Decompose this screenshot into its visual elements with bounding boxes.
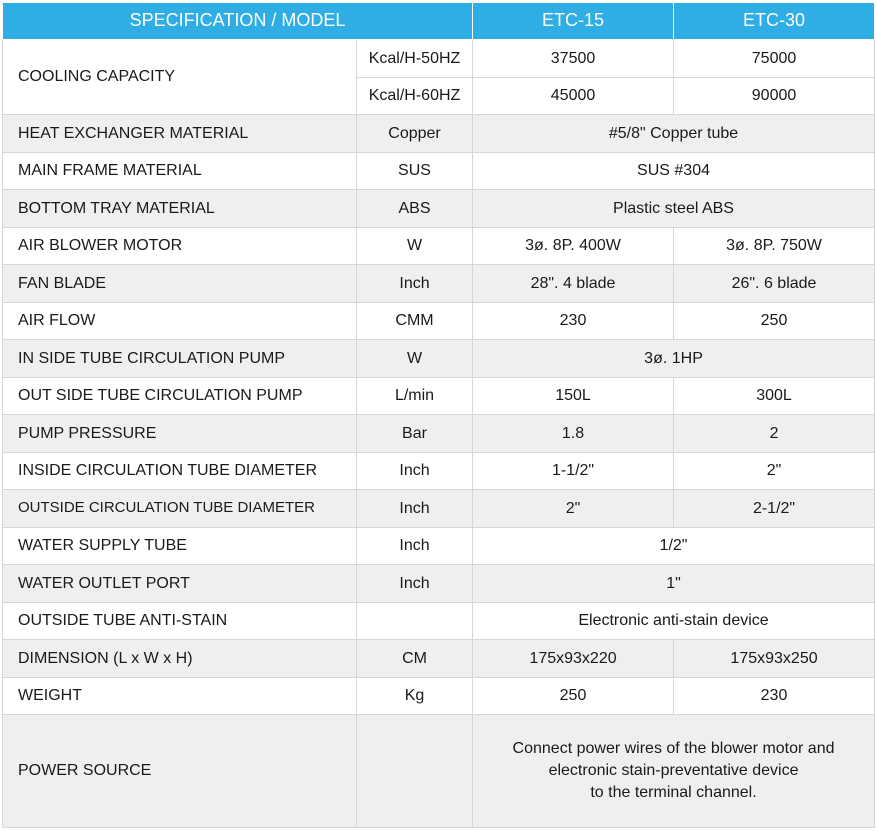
row-label-cooling-capacity: COOLING CAPACITY <box>3 40 357 115</box>
table-row <box>3 490 875 528</box>
table-row <box>3 602 875 640</box>
row-value-shared: 1/2" <box>473 527 875 565</box>
row-value-shared: Electronic anti-stain device <box>473 602 875 640</box>
row-unit: Kg <box>357 677 473 715</box>
table-row <box>3 152 875 190</box>
row-value-a: 230 <box>473 302 674 340</box>
spec-table <box>2 2 875 828</box>
row-value-a: 150L <box>473 377 674 415</box>
table-row <box>3 190 875 228</box>
row-value-a: 2" <box>473 490 674 528</box>
table-row <box>3 265 875 303</box>
row-label: MAIN FRAME MATERIAL <box>3 152 357 190</box>
row-value-a: 45000 <box>473 77 674 115</box>
row-value-a: 1-1/2" <box>473 452 674 490</box>
row-value-a: 175x93x220 <box>473 640 674 678</box>
row-unit <box>357 602 473 640</box>
power-note-line: electronic stain-preventative device <box>548 762 799 779</box>
row-label: HEAT EXCHANGER MATERIAL <box>3 115 357 153</box>
row-unit: CMM <box>357 302 473 340</box>
table-row <box>3 677 875 715</box>
row-value-a: 37500 <box>473 40 674 78</box>
row-unit: CM <box>357 640 473 678</box>
row-value-b: 2-1/2" <box>674 490 875 528</box>
row-unit: Kcal/H-60HZ <box>357 77 473 115</box>
row-label: WATER SUPPLY TUBE <box>3 527 357 565</box>
row-unit: Inch <box>357 490 473 528</box>
row-unit: W <box>357 340 473 378</box>
row-value-shared: SUS #304 <box>473 152 875 190</box>
row-unit: Copper <box>357 115 473 153</box>
row-label: BOTTOM TRAY MATERIAL <box>3 190 357 228</box>
row-value-shared: 3ø. 1HP <box>473 340 875 378</box>
table-row <box>3 340 875 378</box>
row-value-shared: 1" <box>473 565 875 603</box>
header-model-b: ETC-30 <box>674 3 875 40</box>
row-value-shared: #5/8" Copper tube <box>473 115 875 153</box>
row-label: INSIDE CIRCULATION TUBE DIAMETER <box>3 452 357 490</box>
header-spec-model: SPECIFICATION / MODEL <box>3 3 473 40</box>
row-unit: Inch <box>357 565 473 603</box>
row-unit: Kcal/H-50HZ <box>357 40 473 78</box>
power-note-line: Connect power wires of the blower motor and <box>512 740 835 757</box>
row-label: WATER OUTLET PORT <box>3 565 357 603</box>
row-value-b: 230 <box>674 677 875 715</box>
row-unit <box>357 715 473 828</box>
header-row <box>3 3 875 40</box>
row-value-a: 250 <box>473 677 674 715</box>
row-label: OUTSIDE CIRCULATION TUBE DIAMETER <box>3 490 357 528</box>
table-row <box>3 227 875 265</box>
row-unit: ABS <box>357 190 473 228</box>
row-value-shared: Plastic steel ABS <box>473 190 875 228</box>
row-unit: Inch <box>357 527 473 565</box>
table-row <box>3 40 875 78</box>
row-unit: Bar <box>357 415 473 453</box>
row-value-b: 75000 <box>674 40 875 78</box>
row-label: OUTSIDE TUBE ANTI-STAIN <box>3 602 357 640</box>
row-value-b: 2 <box>674 415 875 453</box>
row-value-a: 28". 4 blade <box>473 265 674 303</box>
row-label: AIR FLOW <box>3 302 357 340</box>
row-unit: W <box>357 227 473 265</box>
row-label: AIR BLOWER MOTOR <box>3 227 357 265</box>
row-value-b: 300L <box>674 377 875 415</box>
table-row <box>3 377 875 415</box>
row-value-b: 3ø. 8P. 750W <box>674 227 875 265</box>
row-label: IN SIDE TUBE CIRCULATION PUMP <box>3 340 357 378</box>
header-model-a: ETC-15 <box>473 3 674 40</box>
row-label-power-source: POWER SOURCE <box>3 715 357 828</box>
row-unit: Inch <box>357 452 473 490</box>
row-value-b: 175x93x250 <box>674 640 875 678</box>
row-value-b: 2" <box>674 452 875 490</box>
row-unit: SUS <box>357 152 473 190</box>
table-row <box>3 640 875 678</box>
row-value-b: 90000 <box>674 77 875 115</box>
table-row <box>3 115 875 153</box>
table-row <box>3 302 875 340</box>
row-unit: L/min <box>357 377 473 415</box>
row-label: OUT SIDE TUBE CIRCULATION PUMP <box>3 377 357 415</box>
table-row <box>3 527 875 565</box>
table-row <box>3 452 875 490</box>
row-label: WEIGHT <box>3 677 357 715</box>
row-label: PUMP PRESSURE <box>3 415 357 453</box>
row-unit: Inch <box>357 265 473 303</box>
row-value-b: 250 <box>674 302 875 340</box>
table-row <box>3 565 875 603</box>
power-note-line: to the terminal channel. <box>590 784 757 801</box>
row-value-a: 3ø. 8P. 400W <box>473 227 674 265</box>
row-label: DIMENSION (L x W x H) <box>3 640 357 678</box>
row-label: FAN BLADE <box>3 265 357 303</box>
row-value-b: 26". 6 blade <box>674 265 875 303</box>
power-source-note <box>473 715 875 828</box>
table-row-power-source <box>3 715 875 828</box>
row-value-a: 1.8 <box>473 415 674 453</box>
table-row <box>3 415 875 453</box>
